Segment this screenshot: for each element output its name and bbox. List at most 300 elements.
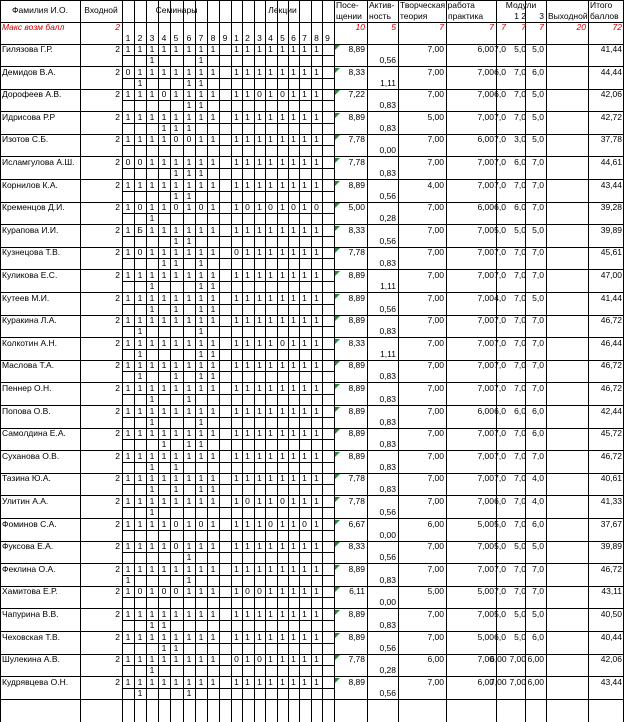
lecture-mark: 1 bbox=[302, 473, 307, 483]
entry-score: 2 bbox=[115, 677, 120, 687]
attendance-score: 8,33 bbox=[348, 67, 365, 77]
lecture-mark: 1 bbox=[257, 519, 262, 529]
seminar-mark: 1 bbox=[173, 247, 179, 257]
seminar-mark: 1 bbox=[173, 564, 179, 574]
module-2-score: 7,0 bbox=[514, 247, 526, 257]
module-2-score: 7,0 bbox=[514, 519, 526, 529]
student-name: Пеннер О.Н. bbox=[2, 383, 52, 393]
theory-score: 7,00 bbox=[427, 202, 444, 212]
grid-hline-minor bbox=[122, 643, 334, 644]
seminar-mark: 1 bbox=[210, 67, 216, 77]
lecture-mark: 1 bbox=[302, 383, 307, 393]
activity-score: 0,83 bbox=[379, 371, 396, 381]
seminar-extra-mark: 1 bbox=[210, 304, 216, 314]
practice-score: 7,00 bbox=[477, 157, 494, 167]
lecture-mark: 1 bbox=[268, 654, 273, 664]
lecture-mark: 1 bbox=[280, 180, 285, 190]
seminar-mark: 1 bbox=[161, 134, 167, 144]
module-2-score: 7,0 bbox=[514, 564, 526, 574]
practice-score: 7,00 bbox=[477, 654, 494, 664]
activity-score: 0,83 bbox=[379, 123, 396, 133]
lecture-mark: 0 bbox=[280, 496, 285, 506]
header-practice: практика bbox=[448, 11, 484, 21]
seminar-mark: 1 bbox=[125, 451, 131, 461]
seminar-extra-mark: 1 bbox=[198, 371, 204, 381]
student-name: Дорофеев А.В. bbox=[2, 89, 62, 99]
attendance-score: 7,22 bbox=[348, 89, 365, 99]
activity-score: 0,56 bbox=[379, 643, 396, 653]
theory-score: 7,00 bbox=[427, 157, 444, 167]
header-name: Фамилия И.О. bbox=[12, 5, 68, 15]
lecture-number: 4 bbox=[268, 33, 273, 43]
header-lectures: Лекции bbox=[268, 5, 297, 15]
seminar-mark: 1 bbox=[173, 496, 179, 506]
seminar-mark: 1 bbox=[125, 89, 131, 99]
lecture-mark: 1 bbox=[280, 360, 285, 370]
module-1-score: 6,0 bbox=[494, 67, 506, 77]
activity-score: 1,11 bbox=[380, 281, 396, 291]
student-name: Феклина О.А. bbox=[2, 564, 56, 574]
header-modules: Модули bbox=[505, 0, 537, 10]
seminar-mark: 1 bbox=[161, 564, 167, 574]
entry-score: 2 bbox=[115, 134, 120, 144]
practice-score: 7,00 bbox=[477, 541, 494, 551]
student-name: Фоминов С.А. bbox=[2, 519, 57, 529]
grid-hline-minor bbox=[122, 236, 334, 237]
grid-hline-minor bbox=[122, 597, 334, 598]
lecture-mark: 1 bbox=[257, 360, 262, 370]
student-name: Фуксова Е.А. bbox=[2, 541, 54, 551]
lecture-mark: 1 bbox=[291, 225, 296, 235]
practice-score: 6,00 bbox=[477, 406, 494, 416]
lecture-mark: 1 bbox=[257, 496, 262, 506]
seminar-mark: 1 bbox=[210, 473, 216, 483]
lecture-mark: 1 bbox=[280, 654, 285, 664]
lecture-mark: 1 bbox=[234, 564, 239, 574]
seminar-mark: 1 bbox=[198, 586, 204, 596]
seminar-number: 6 bbox=[186, 33, 192, 43]
practice-score: 7,00 bbox=[477, 428, 494, 438]
practice-score: 7,00 bbox=[477, 180, 494, 190]
student-name: Курапова И.И. bbox=[2, 225, 59, 235]
module-1-score: 7,0 bbox=[494, 157, 506, 167]
seminar-mark: 1 bbox=[125, 541, 131, 551]
lecture-mark: 1 bbox=[234, 315, 239, 325]
seminar-mark: 1 bbox=[173, 654, 179, 664]
seminar-mark: 1 bbox=[210, 247, 216, 257]
seminar-number: 7 bbox=[198, 33, 204, 43]
seminar-mark: 1 bbox=[186, 677, 192, 687]
seminar-mark: 1 bbox=[161, 632, 167, 642]
practice-score: 5,00 bbox=[477, 586, 494, 596]
header-activity-1: Актив- bbox=[369, 0, 395, 10]
grid-hline-minor bbox=[122, 575, 334, 576]
theory-score: 4,00 bbox=[427, 180, 444, 190]
practice-score: 7,00 bbox=[477, 270, 494, 280]
module-3-score: 7,0 bbox=[532, 383, 544, 393]
lecture-mark: 1 bbox=[314, 180, 319, 190]
theory-score: 7,00 bbox=[427, 293, 444, 303]
theory-score: 7,00 bbox=[427, 541, 444, 551]
total-score: 39,89 bbox=[600, 225, 622, 235]
activity-score: 0,56 bbox=[379, 688, 396, 698]
lecture-mark: 1 bbox=[234, 451, 239, 461]
seminar-mark: 1 bbox=[149, 293, 155, 303]
entry-score: 2 bbox=[115, 89, 120, 99]
total-score: 42,06 bbox=[600, 654, 622, 664]
grid-vline bbox=[546, 0, 547, 722]
lecture-mark: 1 bbox=[268, 67, 273, 77]
entry-score: 2 bbox=[115, 67, 120, 77]
module-2-score: 7,0 bbox=[514, 112, 526, 122]
lecture-mark: 1 bbox=[314, 112, 319, 122]
seminar-mark: 1 bbox=[149, 225, 155, 235]
module-1-score: 6,0 bbox=[494, 496, 506, 506]
seminar-mark: 1 bbox=[210, 519, 216, 529]
seminar-mark: 1 bbox=[210, 383, 216, 393]
seminar-mark: 1 bbox=[186, 89, 192, 99]
seminar-extra-mark: 1 bbox=[149, 213, 155, 223]
seminar-mark: 1 bbox=[210, 632, 216, 642]
attendance-score: 5,00 bbox=[348, 202, 365, 212]
total-score: 46,72 bbox=[600, 360, 622, 370]
seminar-mark: 0 bbox=[173, 541, 179, 551]
attendance-score: 7,78 bbox=[348, 157, 365, 167]
lecture-mark: 0 bbox=[245, 496, 250, 506]
lecture-mark: 1 bbox=[245, 67, 250, 77]
total-score: 47,00 bbox=[600, 270, 622, 280]
max-row-m2: 7 bbox=[521, 22, 526, 32]
seminar-mark: 1 bbox=[137, 609, 143, 619]
seminar-extra-mark: 1 bbox=[173, 484, 179, 494]
lecture-mark: 1 bbox=[280, 451, 285, 461]
grid-hline-minor bbox=[122, 552, 334, 553]
lecture-mark: 1 bbox=[268, 383, 273, 393]
lecture-mark: 1 bbox=[280, 225, 285, 235]
module-3-score: 5,0 bbox=[532, 541, 544, 551]
seminar-extra-mark: 1 bbox=[137, 326, 143, 336]
seminar-number: 9 bbox=[222, 33, 228, 43]
seminar-mark: 1 bbox=[125, 44, 131, 54]
attendance-score: 7,78 bbox=[348, 654, 365, 664]
total-score: 42,72 bbox=[600, 112, 622, 122]
seminar-mark: 1 bbox=[125, 654, 131, 664]
module-2-score: 7,0 bbox=[514, 315, 526, 325]
seminar-mark: 1 bbox=[149, 89, 155, 99]
lecture-mark: 1 bbox=[268, 293, 273, 303]
module-2-score: 7,0 bbox=[514, 586, 526, 596]
lecture-mark: 0 bbox=[234, 654, 239, 664]
seminar-extra-mark: 1 bbox=[210, 371, 216, 381]
seminar-mark: 1 bbox=[186, 157, 192, 167]
lecture-mark: 1 bbox=[280, 247, 285, 257]
lecture-mark: 1 bbox=[302, 586, 307, 596]
lecture-mark: 1 bbox=[257, 338, 262, 348]
header-module-1: 1 bbox=[514, 11, 519, 21]
activity-score: 0,00 bbox=[379, 597, 396, 607]
lecture-mark: 1 bbox=[314, 519, 319, 529]
seminar-mark: 1 bbox=[125, 247, 131, 257]
lecture-mark: 0 bbox=[257, 586, 262, 596]
practice-score: 6,00 bbox=[477, 677, 494, 687]
lecture-mark: 1 bbox=[302, 609, 307, 619]
lecture-mark: 1 bbox=[314, 360, 319, 370]
max-row-m1: 7 bbox=[501, 22, 506, 32]
seminar-mark: 1 bbox=[149, 157, 155, 167]
module-2-score: 5,0 bbox=[514, 44, 526, 54]
activity-score: 0,83 bbox=[379, 258, 396, 268]
attendance-score: 8,89 bbox=[348, 180, 365, 190]
practice-score: 7,00 bbox=[477, 247, 494, 257]
module-2-score: 7,0 bbox=[514, 428, 526, 438]
lecture-mark: 1 bbox=[257, 157, 262, 167]
seminar-mark: 1 bbox=[125, 293, 131, 303]
total-score: 44,61 bbox=[600, 157, 622, 167]
seminar-extra-mark: 1 bbox=[186, 236, 192, 246]
lecture-mark: 1 bbox=[257, 451, 262, 461]
lecture-mark: 1 bbox=[280, 134, 285, 144]
theory-score: 7,00 bbox=[427, 609, 444, 619]
lecture-mark: 1 bbox=[245, 451, 250, 461]
seminar-mark: 1 bbox=[161, 451, 167, 461]
seminar-mark: 1 bbox=[161, 293, 167, 303]
header-theory: теория bbox=[400, 11, 428, 21]
lecture-mark: 1 bbox=[291, 654, 296, 664]
entry-score: 2 bbox=[115, 473, 120, 483]
seminar-mark: 1 bbox=[125, 315, 131, 325]
theory-score: 7,00 bbox=[427, 44, 444, 54]
seminar-mark: 1 bbox=[173, 609, 179, 619]
seminar-mark: 1 bbox=[149, 383, 155, 393]
seminar-mark: 1 bbox=[186, 44, 192, 54]
seminar-mark: 1 bbox=[210, 677, 216, 687]
grid-hline-minor bbox=[122, 530, 334, 531]
seminar-mark: 1 bbox=[210, 496, 216, 506]
theory-score: 7,00 bbox=[427, 225, 444, 235]
seminar-mark: 1 bbox=[161, 338, 167, 348]
lecture-mark: 1 bbox=[245, 632, 250, 642]
seminar-mark: 0 bbox=[161, 89, 167, 99]
seminar-extra-mark: 1 bbox=[186, 191, 192, 201]
lecture-mark: 1 bbox=[245, 338, 250, 348]
activity-score: 0,83 bbox=[379, 439, 396, 449]
seminar-mark: 1 bbox=[210, 134, 216, 144]
max-row-practice: 7 bbox=[489, 22, 494, 32]
seminar-mark: 1 bbox=[173, 293, 179, 303]
seminar-mark: 1 bbox=[186, 473, 192, 483]
lecture-mark: 1 bbox=[280, 586, 285, 596]
seminar-mark: 1 bbox=[161, 519, 167, 529]
lecture-mark: 1 bbox=[245, 564, 250, 574]
attendance-score: 7,78 bbox=[348, 496, 365, 506]
theory-score: 7,00 bbox=[427, 338, 444, 348]
seminar-mark: 1 bbox=[137, 270, 143, 280]
module-2-score: 5,0 bbox=[514, 632, 526, 642]
lecture-mark: 1 bbox=[314, 428, 319, 438]
lecture-number: 5 bbox=[280, 33, 285, 43]
practice-score: 7,00 bbox=[477, 496, 494, 506]
seminar-extra-mark: 1 bbox=[173, 191, 179, 201]
attendance-score: 8,89 bbox=[348, 360, 365, 370]
seminar-mark: 1 bbox=[161, 609, 167, 619]
module-2-score: 7,0 bbox=[514, 451, 526, 461]
entry-score: 2 bbox=[115, 202, 120, 212]
attendance-score: 8,89 bbox=[348, 564, 365, 574]
lecture-mark: 1 bbox=[245, 44, 250, 54]
seminar-mark: 1 bbox=[125, 180, 131, 190]
seminar-extra-mark: 1 bbox=[149, 417, 155, 427]
theory-score: 7,00 bbox=[427, 67, 444, 77]
activity-score: 0,83 bbox=[379, 575, 396, 585]
lecture-mark: 1 bbox=[291, 496, 296, 506]
seminar-extra-mark: 1 bbox=[137, 78, 143, 88]
lecture-mark: 1 bbox=[302, 654, 307, 664]
seminar-extra-mark: 1 bbox=[125, 575, 131, 585]
seminar-mark: 1 bbox=[149, 519, 155, 529]
lecture-mark: 1 bbox=[268, 270, 273, 280]
seminar-extra-mark: 1 bbox=[149, 462, 155, 472]
lecture-mark: 1 bbox=[291, 338, 296, 348]
activity-score: 0,56 bbox=[379, 552, 396, 562]
lecture-mark: 1 bbox=[268, 157, 273, 167]
student-name: Чапурина В.В. bbox=[2, 609, 59, 619]
seminar-mark: 1 bbox=[198, 247, 204, 257]
seminar-mark: 1 bbox=[198, 293, 204, 303]
header-creative: Творческая работа bbox=[400, 0, 475, 10]
header-attendance-1: Посе- bbox=[336, 0, 359, 10]
seminar-extra-mark: 1 bbox=[161, 620, 167, 630]
theory-score: 7,00 bbox=[427, 564, 444, 574]
lecture-mark: 1 bbox=[234, 67, 239, 77]
seminar-mark: 1 bbox=[198, 338, 204, 348]
seminar-mark: 1 bbox=[198, 677, 204, 687]
seminar-mark: 1 bbox=[149, 632, 155, 642]
lecture-mark: 1 bbox=[257, 473, 262, 483]
module-2-score: 5,0 bbox=[514, 225, 526, 235]
lecture-mark: 1 bbox=[268, 632, 273, 642]
module-2-score: 7,0 bbox=[514, 473, 526, 483]
module-1-score: 7,0 bbox=[494, 180, 506, 190]
entry-score: 2 bbox=[115, 270, 120, 280]
total-score: 41,44 bbox=[600, 44, 622, 54]
lecture-mark: 1 bbox=[268, 112, 273, 122]
entry-score: 2 bbox=[115, 44, 120, 54]
total-score: 37,78 bbox=[600, 134, 622, 144]
seminar-mark: 1 bbox=[186, 586, 192, 596]
attendance-score: 8,89 bbox=[348, 632, 365, 642]
seminar-mark: 1 bbox=[125, 406, 131, 416]
total-score: 45,61 bbox=[600, 247, 622, 257]
lecture-mark: 1 bbox=[245, 270, 250, 280]
theory-score: 7,00 bbox=[427, 360, 444, 370]
module-1-score: 7,0 bbox=[494, 473, 506, 483]
lecture-mark: 1 bbox=[245, 360, 250, 370]
attendance-score: 6,11 bbox=[349, 586, 365, 596]
student-name: Кременцов Д.И. bbox=[2, 202, 65, 212]
seminar-mark: 1 bbox=[125, 270, 131, 280]
seminar-mark: 1 bbox=[198, 496, 204, 506]
total-score: 45,72 bbox=[600, 428, 622, 438]
seminar-mark: 1 bbox=[186, 541, 192, 551]
lecture-mark: 1 bbox=[302, 451, 307, 461]
student-name: Попова О.В. bbox=[2, 406, 51, 416]
seminar-extra-mark: 1 bbox=[173, 304, 179, 314]
module-1-score: 5,0 bbox=[494, 609, 506, 619]
seminar-mark: 1 bbox=[173, 44, 179, 54]
seminar-mark: 1 bbox=[186, 180, 192, 190]
lecture-mark: 1 bbox=[268, 360, 273, 370]
lecture-mark: 1 bbox=[234, 473, 239, 483]
student-name: Исламгулова А.Ш. bbox=[2, 157, 75, 167]
lecture-mark: 1 bbox=[291, 383, 296, 393]
lecture-mark: 1 bbox=[257, 134, 262, 144]
seminar-extra-mark: 1 bbox=[137, 349, 143, 359]
lecture-mark: 1 bbox=[268, 586, 273, 596]
activity-score: 0,00 bbox=[379, 145, 396, 155]
seminar-mark: 1 bbox=[186, 496, 192, 506]
seminar-number: 8 bbox=[210, 33, 216, 43]
header-total-1: Итого bbox=[590, 0, 613, 10]
lecture-mark: 1 bbox=[234, 44, 239, 54]
lecture-mark: 1 bbox=[268, 44, 273, 54]
lecture-mark: 1 bbox=[234, 541, 239, 551]
lecture-mark: 1 bbox=[291, 541, 296, 551]
seminar-mark: 0 bbox=[198, 519, 204, 529]
module-3-score: 7,0 bbox=[532, 247, 544, 257]
total-score: 46,72 bbox=[600, 564, 622, 574]
lecture-mark: 1 bbox=[314, 632, 319, 642]
entry-score: 2 bbox=[115, 496, 120, 506]
module-1-score: 5,0 bbox=[494, 541, 506, 551]
entry-score: 2 bbox=[115, 225, 120, 235]
seminar-mark: 1 bbox=[161, 225, 167, 235]
theory-score: 7,00 bbox=[427, 383, 444, 393]
grid-hline-minor bbox=[122, 371, 334, 372]
module-3-score: 5,0 bbox=[532, 89, 544, 99]
seminar-mark: 0 bbox=[125, 67, 131, 77]
seminar-number: 4 bbox=[161, 33, 167, 43]
practice-score: 5,00 bbox=[477, 519, 494, 529]
lecture-mark: 1 bbox=[280, 609, 285, 619]
attendance-score: 8,33 bbox=[348, 225, 365, 235]
practice-score: 7,00 bbox=[477, 338, 494, 348]
seminar-extra-mark: 1 bbox=[173, 371, 179, 381]
lecture-mark: 1 bbox=[257, 677, 262, 687]
module-1-score: 6,0 bbox=[494, 89, 506, 99]
module-2-score: 6,0 bbox=[514, 202, 526, 212]
grid-hline-minor bbox=[122, 78, 334, 79]
seminar-mark: 1 bbox=[149, 270, 155, 280]
total-score: 43,44 bbox=[600, 180, 622, 190]
seminar-mark: 1 bbox=[210, 406, 216, 416]
lecture-mark: 1 bbox=[280, 519, 285, 529]
practice-score: 7,00 bbox=[477, 360, 494, 370]
seminar-mark: 1 bbox=[186, 315, 192, 325]
seminar-extra-mark: 1 bbox=[149, 281, 155, 291]
seminar-mark: 1 bbox=[161, 112, 167, 122]
activity-score: 0,56 bbox=[379, 191, 396, 201]
seminar-extra-mark: 1 bbox=[186, 100, 192, 110]
grid-hline-minor bbox=[122, 191, 334, 192]
total-score: 42,06 bbox=[600, 89, 622, 99]
lecture-mark: 0 bbox=[314, 202, 319, 212]
module-1-score: 7,0 bbox=[494, 338, 506, 348]
theory-score: 5,00 bbox=[427, 586, 444, 596]
theory-score: 6,00 bbox=[427, 519, 444, 529]
student-name: Идрисова Р.Р bbox=[2, 112, 56, 122]
practice-score: 7,00 bbox=[477, 609, 494, 619]
student-name: Суханова О.В. bbox=[2, 451, 60, 461]
